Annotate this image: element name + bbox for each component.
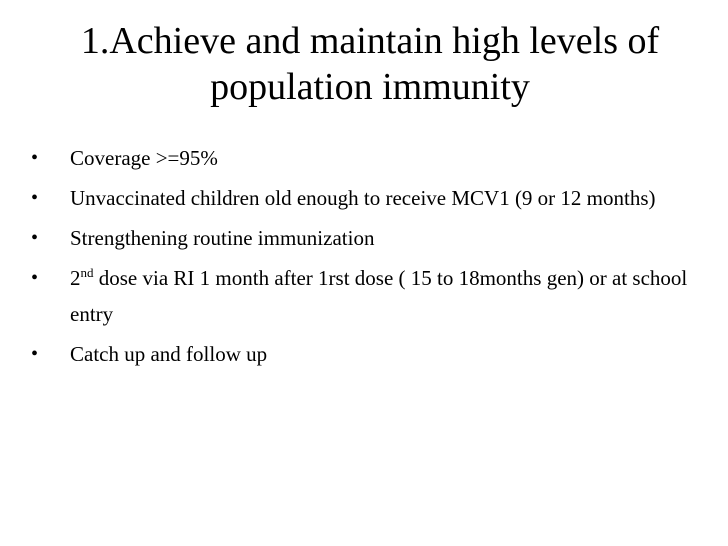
bullet-icon: •	[31, 147, 39, 169]
dose-number: 2	[70, 266, 81, 290]
ordinal-superscript: nd	[80, 265, 94, 280]
bullet-list	[28, 140, 708, 376]
slide-title-line-1: 1.Achieve and maintain high levels of	[80, 20, 660, 62]
bullet-text: Catch up and follow up	[70, 342, 268, 366]
bullet-item-unvaccinated-children	[28, 180, 708, 216]
bullet-text: Strengthening routine immunization	[70, 226, 375, 250]
bullet-item-second-dose	[28, 260, 708, 332]
bullet-item-catch-up	[28, 336, 708, 372]
bullet-icon: •	[31, 187, 39, 209]
slide-title-line-2: population immunity	[210, 66, 530, 108]
bullet-text: Unvaccinated children old enough to receive MCV1 (9 or 12 months)	[70, 186, 656, 210]
bullet-icon: •	[31, 227, 39, 249]
slide-title	[20, 18, 720, 110]
bullet-item-routine-immunization	[28, 220, 708, 256]
bullet-item-coverage	[28, 140, 708, 176]
bullet-icon: •	[31, 267, 39, 289]
dose-description: dose via RI 1 month after 1rst dose ( 15 to 18months gen) or at school entry	[70, 266, 688, 326]
bullet-text	[70, 266, 687, 326]
bullet-text: Coverage >=95%	[70, 146, 218, 170]
bullet-icon: •	[31, 343, 39, 365]
